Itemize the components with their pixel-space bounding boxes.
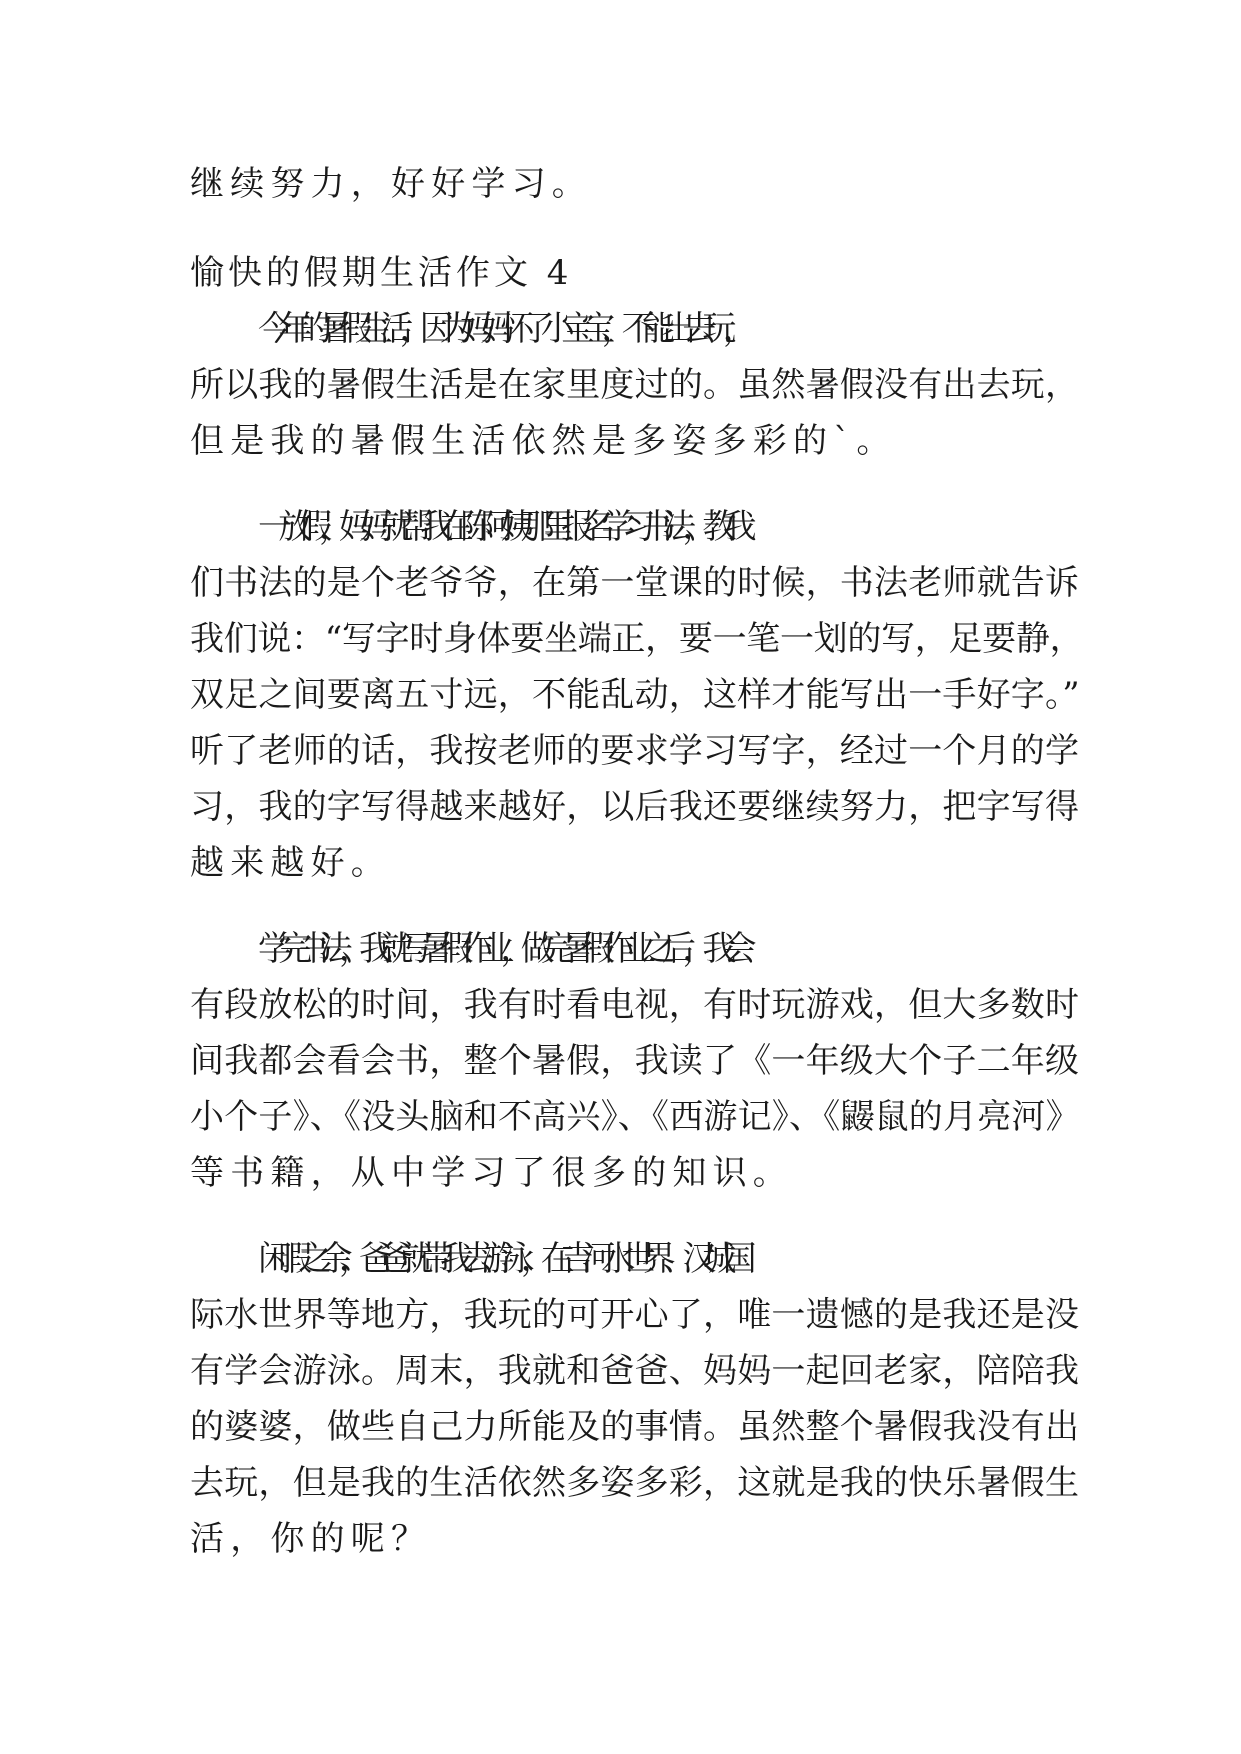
paragraph-4-line-1: 闲暇之余，爸爸就带我去游泳，在吉河水世界、汉城国 <box>258 1239 743 1279</box>
paragraph-2-line-5: 听了老师的话，我按老师的要求学习写字，经过一个月的学 <box>190 731 1080 771</box>
paragraph-3-line-4: 小个子》、《没头脑和不高兴》、《西游记》、《鼹鼠的月亮河》 <box>190 1097 1080 1137</box>
paragraph-4-line-6: 活，你的呢？ <box>190 1519 432 1559</box>
paragraph-4-line-5: 去玩，但是我的生活依然多姿多彩，这就是我的快乐暑假生 <box>190 1463 1080 1503</box>
paragraph-2-line-4: 双足之间要离五寸远，不能乱动，这样才能写出一手好字。” <box>190 675 1080 715</box>
paragraph-2-line-3: 我们说：“写字时身体要坐端正，要一笔一划的写，足要静， <box>190 619 1084 659</box>
paragraph-2-line-2: 们书法的是个老爷爷，在第一堂课的时候，书法老师就告诉 <box>190 563 1080 603</box>
paragraph-3-line-2: 有段放松的时间，我有时看电视，有时玩游戏，但大多数时 <box>190 985 1080 1025</box>
paragraph-2-line-1: 一放假，妈妈就帮我在陈阿姨那里报名学习书法，教我 <box>258 507 743 547</box>
paragraph-2-line-7: 越来越好。 <box>190 843 391 883</box>
paragraph-3-line-3: 间我都会看会书，整个暑假，我读了《一年级大个子二年级 <box>190 1041 1080 1081</box>
paragraph-1-line-2: 所以我的暑假生活是在家里度过的。虽然暑假没有出去玩， <box>190 365 1080 405</box>
paragraph-3-line-5: 等书籍，从中学习了很多的知识。 <box>190 1153 793 1193</box>
paragraph-4-line-4: 的婆婆，做些自己力所能及的事情。虽然整个暑假我没有出 <box>190 1407 1080 1447</box>
essay-title: 愉快的假期生活作文 4 <box>190 253 573 293</box>
paragraph-3-line-1: 学完书法，我就写暑假作业，做完暑假作业之后，我会 <box>258 929 743 969</box>
carryover-line: 继续努力，好好学习。 <box>190 164 592 204</box>
paragraph-2-line-6: 习，我的字写得越来越好，以后我还要继续努力，把字写得 <box>190 787 1080 827</box>
paragraph-4-line-3: 有学会游泳。周末，我就和爸爸、妈妈一起回老家，陪陪我 <box>190 1351 1080 1391</box>
paragraph-1-line-1: 今年的暑假生活，因为妈妈怀了小宝宝，不能出去玩， <box>258 309 743 349</box>
paragraph-1-line-3: 但是我的暑假生活依然是多姿多彩的`。 <box>190 421 897 461</box>
paragraph-4-line-2: 际水世界等地方，我玩的可开心了，唯一遗憾的是我还是没 <box>190 1295 1080 1335</box>
